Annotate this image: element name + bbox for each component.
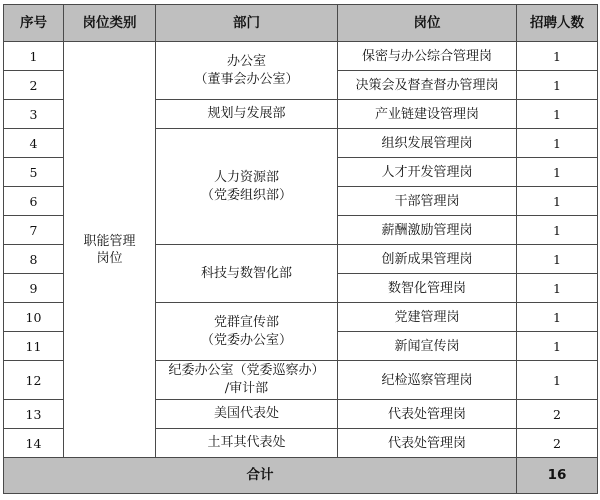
seq-cell: 12 bbox=[4, 361, 64, 400]
department-line: （董事会办公室） bbox=[194, 71, 299, 87]
seq-cell: 5 bbox=[4, 158, 64, 187]
department-line: 土耳其代表处 bbox=[207, 435, 286, 450]
department-cell bbox=[156, 100, 338, 129]
position-cell: 数智化管理岗 bbox=[338, 274, 517, 303]
department-cell bbox=[156, 42, 338, 100]
department-line: （党委办公室） bbox=[200, 332, 292, 348]
department-line: （党委组织部） bbox=[200, 187, 292, 203]
count-cell: 1 bbox=[517, 42, 598, 71]
position-cell: 干部管理岗 bbox=[338, 187, 517, 216]
position-cell: 创新成果管理岗 bbox=[338, 245, 517, 274]
header-hires: 招聘人数 bbox=[517, 5, 598, 42]
seq-cell: 4 bbox=[4, 129, 64, 158]
position-cell: 保密与办公综合管理岗 bbox=[338, 42, 517, 71]
position-cell: 新闻宣传岗 bbox=[338, 332, 517, 361]
seq-cell: 9 bbox=[4, 274, 64, 303]
count-cell: 1 bbox=[517, 303, 598, 332]
total-count: 16 bbox=[517, 458, 598, 494]
seq-cell: 11 bbox=[4, 332, 64, 361]
seq-cell: 13 bbox=[4, 400, 64, 429]
header-position: 岗位 bbox=[338, 5, 517, 42]
seq-cell: 7 bbox=[4, 216, 64, 245]
department-line: 党群宣传部 bbox=[213, 314, 279, 330]
recruitment-table bbox=[3, 4, 598, 494]
department-cell bbox=[156, 429, 338, 458]
count-cell: 1 bbox=[517, 332, 598, 361]
department-cell bbox=[156, 129, 338, 245]
department-line: /审计部 bbox=[224, 381, 269, 396]
department-cell bbox=[156, 400, 338, 429]
category-line: 岗位 bbox=[96, 250, 123, 266]
position-cell: 代表处管理岗 bbox=[338, 400, 517, 429]
recruitment-table-container bbox=[3, 4, 597, 494]
count-cell: 1 bbox=[517, 100, 598, 129]
count-cell: 1 bbox=[517, 274, 598, 303]
header-category: 岗位类别 bbox=[64, 5, 156, 42]
position-cell: 党建管理岗 bbox=[338, 303, 517, 332]
position-cell: 薪酬激励管理岗 bbox=[338, 216, 517, 245]
seq-cell: 3 bbox=[4, 100, 64, 129]
header-seq: 序号 bbox=[4, 5, 64, 42]
count-cell: 1 bbox=[517, 129, 598, 158]
category-line: 职能管理 bbox=[83, 233, 136, 249]
total-row bbox=[4, 458, 598, 494]
total-label: 合计 bbox=[4, 458, 517, 494]
seq-cell: 10 bbox=[4, 303, 64, 332]
position-cell: 代表处管理岗 bbox=[338, 429, 517, 458]
seq-cell: 6 bbox=[4, 187, 64, 216]
department-line: 规划与发展部 bbox=[207, 106, 286, 121]
position-cell: 产业链建设管理岗 bbox=[338, 100, 517, 129]
position-cell: 人才开发管理岗 bbox=[338, 158, 517, 187]
department-line: 美国代表处 bbox=[213, 406, 279, 421]
count-cell: 2 bbox=[517, 400, 598, 429]
position-cell: 纪检巡察管理岗 bbox=[338, 361, 517, 400]
count-cell: 1 bbox=[517, 158, 598, 187]
department-line: 科技与数智化部 bbox=[200, 265, 292, 281]
count-cell: 2 bbox=[517, 429, 598, 458]
count-cell: 1 bbox=[517, 187, 598, 216]
count-cell: 1 bbox=[517, 361, 598, 400]
header-row bbox=[4, 5, 598, 42]
department-cell bbox=[156, 303, 338, 361]
header-department: 部门 bbox=[156, 5, 338, 42]
department-line: 纪委办公室（党委巡察办） bbox=[168, 363, 325, 378]
seq-cell: 1 bbox=[4, 42, 64, 71]
table-row bbox=[4, 42, 598, 71]
seq-cell: 8 bbox=[4, 245, 64, 274]
department-line: 办公室 bbox=[226, 53, 266, 69]
count-cell: 1 bbox=[517, 71, 598, 100]
seq-cell: 14 bbox=[4, 429, 64, 458]
count-cell: 1 bbox=[517, 216, 598, 245]
department-cell bbox=[156, 245, 338, 303]
seq-cell: 2 bbox=[4, 71, 64, 100]
department-line: 人力资源部 bbox=[213, 169, 279, 185]
count-cell: 1 bbox=[517, 245, 598, 274]
position-cell: 组织发展管理岗 bbox=[338, 129, 517, 158]
position-cell: 决策会及督查督办管理岗 bbox=[338, 71, 517, 100]
category-cell bbox=[64, 42, 156, 458]
department-cell bbox=[156, 361, 338, 400]
